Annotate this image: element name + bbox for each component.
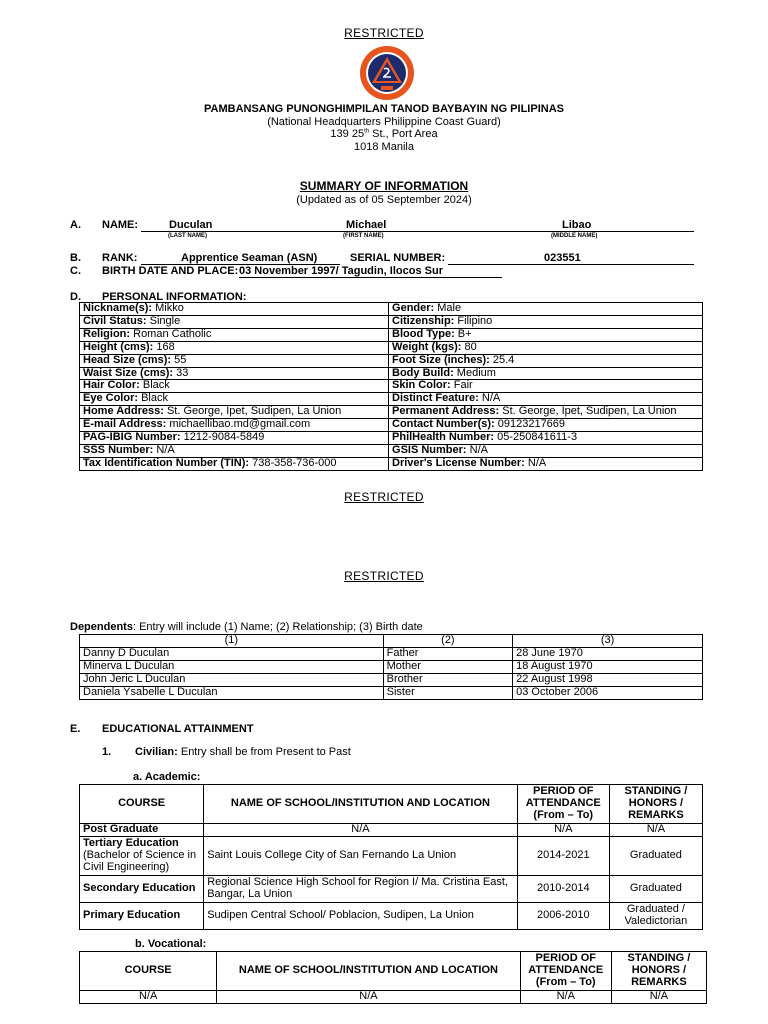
field-value: N/A [478,392,501,405]
vocational-table [79,951,707,1004]
dependents-cell: Minerva L Duculan [80,660,384,673]
personal-info-cell [389,315,703,328]
personal-info-cell [80,432,389,445]
field-value: 1212-9084-5849 [180,431,265,444]
field-value: Black [139,379,170,392]
period-cell: 2014-2021 [517,837,609,876]
dependents-cell: John Jeric L Duculan [80,673,384,686]
education-column-header: PERIOD OF ATTENDANCE (From – To) [520,952,611,991]
school-cell: N/A [204,824,518,837]
rank-value: Apprentice Seaman (ASN) [181,252,318,264]
address-number: 139 25 [330,128,365,140]
academic-label: a. Academic: [133,771,201,783]
dependents-label: Dependents [70,621,133,633]
field-value: 25.4 [489,353,515,366]
academic-table [79,784,703,930]
birth-label: BIRTH DATE AND PLACE: [102,265,239,277]
last-name-caption: (LAST NAME) [168,233,207,239]
school-cell: Sudipen Central School/ Poblacion, Sudipen, La Union [204,903,518,930]
table-row [80,380,703,393]
course-name: Primary Education [83,909,181,922]
table-header-row [80,785,703,824]
school-cell: Saint Louis College City of San Fernando La Union [204,837,518,876]
personal-info-cell [389,354,703,367]
section-e-letter: E. [70,723,81,735]
field-label: E-mail Address: [83,418,167,431]
dependents-column-header: (1) [80,635,384,648]
field-label: Home Address: [83,405,164,418]
field-label: Hair Color: [83,379,140,392]
personal-info-cell [389,444,703,457]
dependents-cell: Sister [383,686,513,699]
field-value: Black [138,392,168,405]
section-c-letter: C. [70,265,81,277]
field-value: Medium [453,366,496,379]
personal-info-cell [389,419,703,432]
field-value: 09123217669 [494,418,566,431]
field-value: N/A [153,443,175,456]
course-cell [80,876,204,903]
field-label: Body Build: [392,366,454,379]
table-row [80,444,703,457]
course-cell: N/A [80,991,217,1004]
education-label: EDUCATIONAL ATTAINMENT [102,723,254,735]
field-label: Head Size (cms): [83,353,172,366]
field-label: Tax Identification Number (TIN): [83,456,250,469]
civilian-note: Entry shall be from Present to Past [177,746,351,758]
field-label: Permanent Address: [392,405,500,418]
middle-name-value: Libao [562,219,592,231]
course-name: Tertiary Education [83,837,179,850]
personal-info-cell [389,380,703,393]
field-value: Roman Catholic [130,327,212,340]
field-label: Citizenship: [392,314,455,327]
restricted-header-top: RESTRICTED [344,26,424,40]
field-value: Fair [450,379,473,392]
dependents-heading [70,621,423,633]
serial-number-value: 023551 [544,252,581,264]
personal-info-cell [389,328,703,341]
field-label: Waist Size (cms): [83,366,174,379]
personal-info-cell [389,393,703,406]
restricted-header-page2: RESTRICTED [344,569,424,583]
dependents-cell: 03 October 2006 [513,686,703,699]
table-header-row [80,952,707,991]
personal-info-cell [389,457,703,470]
education-column-header: COURSE [80,785,204,824]
period-cell: 2006-2010 [517,903,609,930]
field-label: Eye Color: [83,392,139,405]
dependents-cell: Brother [383,673,513,686]
civilian-heading [135,746,351,758]
personal-info-cell [389,406,703,419]
field-label: Nickname(s): [83,302,153,314]
field-label: GSIS Number: [392,443,467,456]
table-row [80,686,703,699]
standing-cell: Graduated / Valedictorian [609,903,702,930]
period-cell: N/A [517,824,609,837]
serial-number-label: SERIAL NUMBER: [350,252,446,264]
rank-label: RANK: [102,252,138,264]
table-row [80,647,703,660]
field-value: Mikko [152,302,184,314]
personal-info-cell [80,444,389,457]
field-value: Filipino [454,314,493,327]
field-value: michaellibao.md@gmail.com [166,418,311,431]
dependents-cell: 22 August 1998 [513,673,703,686]
section-b-letter: B. [70,252,81,264]
table-row [80,673,703,686]
field-value: St. George, Ipet, Sudipen, La Union [163,405,342,418]
dependents-cell: Father [383,647,513,660]
personal-info-cell [389,303,703,316]
standing-cell: N/A [611,991,706,1004]
field-label: Contact Number(s): [392,418,495,431]
agency-address [0,128,768,140]
field-label: Weight (kgs): [392,340,462,353]
education-column-header: STANDING / HONORS / REMARKS [611,952,706,991]
field-value: 80 [461,340,477,353]
dependents-cell: Danny D Duculan [80,647,384,660]
personal-info-table [79,302,703,471]
dependents-cell: Daniela Ysabelle L Duculan [80,686,384,699]
document-subtitle: (Updated as of 05 September 2024) [296,194,472,206]
table-row [80,341,703,354]
personal-info-cell [80,457,389,470]
civilian-number: 1. [102,746,112,758]
dependents-column-header: (2) [383,635,513,648]
table-row [80,837,703,876]
field-value: 55 [171,353,187,366]
table-row [80,367,703,380]
personal-info-cell [389,367,703,380]
personal-info-cell [80,406,389,419]
field-value: Single [146,314,181,327]
document-title: SUMMARY OF INFORMATION [299,179,469,193]
field-label: Foot Size (inches): [392,353,490,366]
field-label: Skin Color: [392,379,451,392]
field-value: N/A [524,456,547,469]
address-street: St., Port Area [369,128,438,140]
course-detail: (Bachelor of Science in Civil Engineering) [83,849,197,873]
dependents-table [79,634,703,700]
table-row [80,432,703,445]
table-row [80,354,703,367]
table-row [80,328,703,341]
name-label: NAME: [102,219,139,231]
agency-english-name: (National Headquarters Philippine Coast Guard) [267,116,501,128]
education-column-header: COURSE [80,952,217,991]
agency-name: PAMBANSANG PUNONGHIMPILAN TANOD BAYBAYIN NG PILIPINAS [204,103,564,115]
field-label: Religion: [83,327,131,340]
personal-info-label: PERSONAL INFORMATION: [102,291,247,303]
civilian-label: Civilian: [135,746,178,758]
field-value: St. George, Ipet, Sudipen, La Union [499,405,677,418]
personal-info-cell [80,419,389,432]
course-name: Post Graduate [83,823,159,836]
personal-info-cell [80,341,389,354]
table-header-row [80,635,703,648]
table-row [80,315,703,328]
field-label: Height (cms): [83,340,154,353]
section-a-letter: A. [70,219,81,231]
last-name-value: Duculan [169,219,213,231]
agency-city: 1018 Manila [354,141,414,153]
education-column-header: NAME OF SCHOOL/INSTITUTION AND LOCATION [204,785,518,824]
table-row [80,824,703,837]
table-row [80,457,703,470]
education-column-header: STANDING / HONORS / REMARKS [609,785,702,824]
field-label: PhilHealth Number: [392,431,495,444]
table-row [80,903,703,930]
table-row [80,419,703,432]
personal-info-cell [80,354,389,367]
field-value: 168 [153,340,175,353]
personal-info-cell [389,432,703,445]
field-label: Gender: [392,302,435,314]
course-cell [80,824,204,837]
course-cell [80,903,204,930]
standing-cell: Graduated [609,837,702,876]
period-cell: N/A [520,991,611,1004]
dependents-cell: 18 August 1970 [513,660,703,673]
address-superscript: th [364,128,370,135]
field-label: Blood Type: [392,327,455,340]
personal-info-cell [80,315,389,328]
field-label: SSS Number: [83,443,154,456]
standing-cell: Graduated [609,876,702,903]
field-label: Civil Status: [83,314,147,327]
education-column-header: PERIOD OF ATTENDANCE (From – To) [517,785,609,824]
field-label: PAG-IBIG Number: [83,431,181,444]
restricted-footer-page1: RESTRICTED [344,490,424,504]
table-row [80,303,703,316]
education-column-header: NAME OF SCHOOL/INSTITUTION AND LOCATION [217,952,520,991]
dependents-cell: Mother [383,660,513,673]
birth-value: 03 November 1997/ Tagudin, Ilocos Sur [239,265,443,277]
personal-info-cell [80,367,389,380]
school-cell: Regional Science High School for Region I/ Ma. Cristina East, Bangar, La Union [204,876,518,903]
field-value: 33 [173,366,189,379]
first-name-value: Michael [346,219,387,231]
field-value: B+ [454,327,472,340]
period-cell: 2010-2014 [517,876,609,903]
field-value: N/A [466,443,488,456]
table-row [80,393,703,406]
field-value: 738-358-736-000 [249,456,337,469]
field-value: 05-250841611-3 [494,431,578,444]
personal-info-cell [80,328,389,341]
coast-guard-seal-icon [356,45,418,101]
section-d-letter: D. [70,291,81,303]
field-label: Distinct Feature: [392,392,479,405]
table-row [80,660,703,673]
vocational-label: b. Vocational: [135,938,207,950]
dependents-column-header: (3) [513,635,703,648]
personal-info-cell [80,380,389,393]
field-label: Driver's License Number: [392,456,525,469]
course-cell [80,837,204,876]
first-name-caption: (FIRST NAME) [343,233,384,239]
table-row [80,991,707,1004]
name-underline [141,219,694,232]
dependents-cell: 28 June 1970 [513,647,703,660]
course-name: Secondary Education [83,882,196,895]
school-cell: N/A [217,991,520,1004]
personal-info-cell [80,303,389,316]
dependents-note: : Entry will include (1) Name; (2) Relationship; (3) Birth date [132,621,423,633]
middle-name-caption: (MIDDLE NAME) [551,233,598,239]
personal-info-cell [389,341,703,354]
field-value: Male [434,302,462,314]
standing-cell: N/A [609,824,702,837]
table-row [80,406,703,419]
table-row [80,876,703,903]
personal-info-cell [80,393,389,406]
